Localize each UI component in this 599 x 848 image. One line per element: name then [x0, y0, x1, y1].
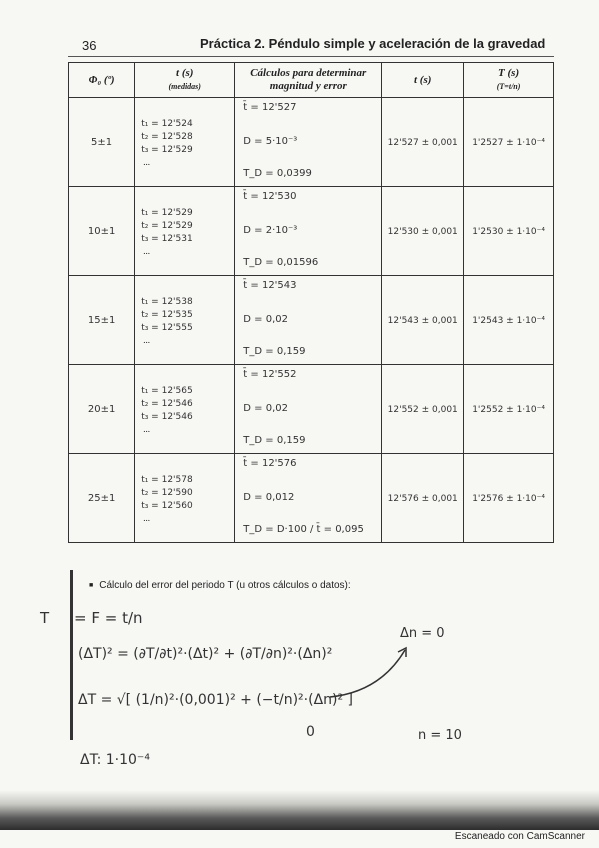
- table-row: [69, 98, 554, 187]
- d-value: D = 5·10⁻³: [243, 136, 298, 147]
- phi-value: 10±1: [87, 226, 116, 237]
- t3-value: t₃ = 12'560: [141, 500, 193, 511]
- t-dots: ...: [143, 334, 150, 345]
- phi-cell: [69, 365, 135, 454]
- t2-value: t₂ = 12'546: [141, 398, 193, 409]
- phi-cell: [69, 276, 135, 365]
- t2-value: t₂ = 12'590: [141, 487, 193, 498]
- T-value: 1'2576 ± 1·10⁻⁴: [472, 493, 545, 504]
- scan-shadow: [0, 790, 599, 830]
- period-equation: = F = t/n: [74, 609, 143, 627]
- header-phi: Φ₀ (º): [69, 63, 135, 98]
- tbar-value: t̄ = 12'576: [243, 458, 297, 469]
- header-tvalue: t (s): [382, 63, 464, 98]
- T-value: 1'2543 ± 1·10⁻⁴: [472, 315, 545, 326]
- t-dots: ...: [143, 245, 150, 256]
- calc-cell: [235, 187, 382, 276]
- T-cell: [464, 454, 554, 543]
- t-cell: [135, 98, 235, 187]
- tbar-value: t̄ = 12'527: [243, 102, 297, 113]
- t-cell: [135, 365, 235, 454]
- d-value: D = 0,02: [243, 403, 288, 414]
- tbar-value: t̄ = 12'552: [243, 369, 297, 380]
- t3-value: t₃ = 12'529: [141, 144, 193, 155]
- t2-value: t₂ = 12'535: [141, 309, 193, 320]
- zero-note: 0: [306, 724, 315, 740]
- scanner-watermark: Escaneado con CamScanner: [454, 831, 585, 842]
- calc-cell: [235, 365, 382, 454]
- T-cell: [464, 365, 554, 454]
- T-value: 1'2552 ± 1·10⁻⁴: [472, 404, 545, 415]
- table-row: [69, 187, 554, 276]
- td-value: T_D = 0,0399: [243, 168, 312, 179]
- table-row: [69, 276, 554, 365]
- error-result: ΔT: 1·10⁻⁴: [80, 752, 150, 768]
- tvalue-cell: [382, 276, 464, 365]
- header-t-sub: (medidas): [168, 82, 201, 91]
- td-value: T_D = D·100 / t̄ = 0,095: [243, 524, 364, 535]
- calc-cell: [235, 98, 382, 187]
- td-value: T_D = 0,01596: [243, 257, 319, 268]
- phi-value: 20±1: [87, 404, 116, 415]
- table-header-row: [69, 63, 554, 98]
- t1-value: t₁ = 12'524: [141, 118, 193, 129]
- t-cell: [135, 187, 235, 276]
- phi-cell: [69, 454, 135, 543]
- t1-value: t₁ = 12'538: [141, 296, 193, 307]
- tvalue: 12'530 ± 0,001: [387, 226, 458, 237]
- header-T-label: T (s): [498, 67, 520, 79]
- header-T-sub: (T=t/n): [496, 82, 521, 91]
- phi-value: 25±1: [87, 493, 116, 504]
- page-title: Práctica 2. Péndulo simple y aceleración de la gravedad: [200, 36, 546, 51]
- error-propagation-equation: (ΔT)² = (∂T/∂t)²·(Δt)² + (∂T/∂n)²·(Δn)²: [78, 646, 333, 662]
- calc-cell: [235, 454, 382, 543]
- tvalue: 12'576 ± 0,001: [387, 493, 458, 504]
- tvalue: 12'543 ± 0,001: [387, 315, 458, 326]
- t3-value: t₃ = 12'555: [141, 322, 193, 333]
- d-value: D = 0,012: [243, 492, 295, 503]
- page-number: 36: [82, 38, 97, 53]
- td-value: T_D = 0,159: [243, 346, 306, 357]
- tvalue-cell: [382, 365, 464, 454]
- t2-value: t₂ = 12'528: [141, 131, 193, 142]
- T-value: 1'2530 ± 1·10⁻⁴: [472, 226, 545, 237]
- table-row: [69, 454, 554, 543]
- error-root-equation: ΔT = √[ (1/n)²·(0,001)² + (−t/n)²·(Δn)² ]: [78, 692, 354, 708]
- t3-value: t₃ = 12'546: [141, 411, 193, 422]
- n-note: n = 10: [418, 728, 462, 743]
- T-cell: [464, 187, 554, 276]
- tvalue-cell: [382, 454, 464, 543]
- T-value: 1'2527 ± 1·10⁻⁴: [472, 137, 545, 148]
- t2-value: t₂ = 12'529: [141, 220, 193, 231]
- t-dots: ...: [143, 156, 150, 167]
- phi-value: 15±1: [87, 315, 116, 326]
- td-value: T_D = 0,159: [243, 435, 306, 446]
- t-cell: [135, 454, 235, 543]
- t-dots: ...: [143, 423, 150, 434]
- header-calc: Cálculos para determinar magnitud y error: [235, 63, 382, 98]
- t3-value: t₃ = 12'531: [141, 233, 193, 244]
- tvalue-cell: [382, 98, 464, 187]
- t1-value: t₁ = 12'578: [141, 474, 193, 485]
- tvalue-cell: [382, 187, 464, 276]
- delta-n-note: Δn = 0: [400, 626, 445, 641]
- period-symbol: T: [40, 609, 50, 627]
- phi-cell: [69, 187, 135, 276]
- measurement-table: [68, 62, 554, 543]
- header-T: [464, 63, 554, 98]
- table-row: [69, 365, 554, 454]
- curved-arrow-icon: [320, 642, 420, 702]
- tvalue: 12'527 ± 0,001: [387, 137, 458, 148]
- phi-cell: [69, 98, 135, 187]
- phi-value: 5±1: [91, 137, 113, 148]
- section-title: ■ Cálculo del error del periodo T (u otros cálculos o datos):: [89, 580, 351, 591]
- t-dots: ...: [143, 512, 150, 523]
- t-cell: [135, 276, 235, 365]
- tbar-value: t̄ = 12'543: [243, 280, 297, 291]
- d-value: D = 2·10⁻³: [243, 225, 298, 236]
- T-cell: [464, 276, 554, 365]
- tbar-value: t̄ = 12'530: [243, 191, 297, 202]
- T-cell: [464, 98, 554, 187]
- d-value: D = 0,02: [243, 314, 288, 325]
- header-t: [135, 63, 235, 98]
- tvalue: 12'552 ± 0,001: [387, 404, 458, 415]
- header-t-label: t (s): [176, 67, 194, 79]
- calc-cell: [235, 276, 382, 365]
- t1-value: t₁ = 12'529: [141, 207, 193, 218]
- t1-value: t₁ = 12'565: [141, 385, 193, 396]
- header-rule: [68, 56, 554, 57]
